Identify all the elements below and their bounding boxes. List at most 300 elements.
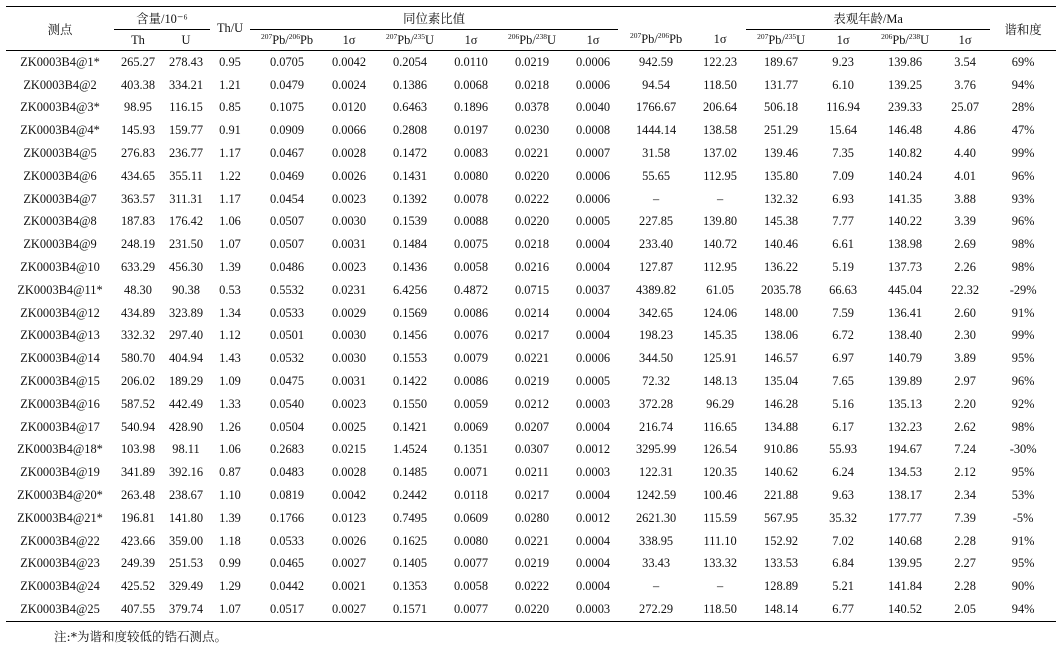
cell-age-206-238: 139.89	[888, 374, 923, 389]
table-row	[6, 416, 1056, 439]
cell-thu: 0.95	[219, 54, 241, 69]
cell-age-207-206-sigma: 138.58	[703, 123, 738, 138]
cell-age-207-206-sigma: 112.95	[703, 260, 737, 275]
cell-ratio-206-238: 0.0230	[514, 123, 550, 138]
cell-age-207-206: 272.29	[618, 598, 694, 621]
header-content: 含量/10⁻⁶	[114, 7, 210, 30]
cell-ratio-207-235: 0.1353	[392, 579, 428, 594]
cell-age-206-238: 194.67	[888, 442, 923, 457]
cell-ratio-207-206: 0.0507	[269, 214, 305, 229]
cell-thu: 1.39	[219, 510, 241, 525]
cell-age-206-238: 445.04	[888, 282, 923, 297]
header-sigma: 1σ	[324, 30, 374, 51]
header-sigma: 1σ	[568, 30, 618, 51]
cell-u: 392.16	[168, 465, 204, 480]
cell-th: 263.48	[120, 488, 156, 503]
cell-ratio-206-238: 0.0220	[514, 168, 550, 183]
cell-ratio-207-235-sigma: 0.0058	[453, 260, 489, 275]
cell-spot: ZK0003B4@12	[20, 305, 100, 320]
ratio-element: Pb/	[272, 32, 289, 47]
cell-concordance: 94%	[1011, 77, 1035, 92]
cell-age-207-206-sigma: 96.29	[706, 396, 735, 411]
cell-ratio-207-206: 0.0454	[269, 191, 305, 206]
table-row	[6, 393, 1056, 416]
cell-age-206-238: 138.40	[888, 328, 923, 343]
table-row	[6, 165, 1056, 188]
cell-age-207-235-sigma: 15.64	[829, 123, 858, 138]
cell-ratio-207-235-sigma: 0.0083	[453, 146, 489, 161]
cell-u: 329.49	[168, 579, 204, 594]
cell-u: 297.40	[168, 328, 204, 343]
cell-age-207-235-sigma: 6.10	[832, 77, 854, 92]
cell-concordance: 99%	[1011, 146, 1035, 161]
cell-ratio-207-206: 0.0442	[269, 579, 305, 594]
cell-ratio-207-235-sigma: 0.0118	[454, 488, 488, 503]
table-row	[6, 325, 1056, 348]
cell-age-206-238-sigma: 7.39	[954, 510, 976, 525]
cell-ratio-207-235: 0.1431	[392, 168, 428, 183]
cell-concordance: 96%	[1011, 168, 1035, 183]
cell-ratio-207-235-sigma: 0.1896	[453, 100, 489, 115]
header-sigma: 1σ	[816, 30, 870, 51]
cell-u: 238.67	[168, 488, 204, 503]
cell-ratio-207-206-sigma: 0.0042	[331, 488, 367, 503]
cell-age-206-238: 141.35	[888, 191, 923, 206]
cell-ratio-206-238: 0.0217	[514, 328, 550, 343]
cell-age-207-206: 372.28	[639, 396, 674, 411]
cell-age-207-235-sigma: 66.63	[829, 282, 858, 297]
cell-age-207-235: 135.80	[764, 168, 799, 183]
cell-th: 145.93	[120, 123, 156, 138]
cell-ratio-207-206: 0.2683	[269, 442, 305, 457]
cell-ratio-206-238: 0.0219	[514, 374, 550, 389]
cell-age-207-235-sigma: 6.93	[832, 191, 854, 206]
cell-ratio-207-235: 0.1405	[392, 556, 428, 571]
cell-age-206-238-sigma: 2.97	[954, 374, 976, 389]
cell-ratio-207-206: 0.1766	[269, 510, 305, 525]
cell-ratio-206-238-sigma: 0.0008	[576, 123, 611, 138]
cell-age-207-235-sigma: 7.35	[832, 146, 854, 161]
header-ratio-207-235	[374, 30, 446, 51]
cell-th: 633.29	[120, 260, 156, 275]
cell-ratio-207-206: 0.0469	[269, 168, 305, 183]
cell-age-207-235-sigma: 6.24	[832, 465, 854, 480]
cell-ratio-206-238: 0.0217	[514, 488, 550, 503]
cell-age-207-235-sigma: 7.59	[832, 305, 854, 320]
cell-ratio-207-206-sigma: 0.0123	[331, 510, 367, 525]
cell-concordance: 69%	[1011, 54, 1035, 69]
sup-mass: 235	[784, 31, 797, 41]
header-u: U	[162, 30, 210, 51]
header-th: Th	[114, 30, 162, 51]
cell-ratio-207-206-sigma: 0.0021	[331, 579, 367, 594]
cell-concordance: 95%	[1011, 556, 1035, 571]
cell-age-207-206: 942.59	[639, 54, 674, 69]
table-row	[6, 119, 1056, 142]
cell-ratio-207-235: 0.1472	[392, 146, 428, 161]
cell-thu: 1.18	[219, 533, 241, 548]
cell-ratio-206-238-sigma: 0.0004	[576, 260, 611, 275]
cell-ratio-207-206: 0.0540	[269, 396, 305, 411]
cell-ratio-207-235-sigma: 0.0080	[453, 168, 489, 183]
cell-age-206-238: 138.98	[888, 237, 923, 252]
cell-u: 404.94	[168, 351, 204, 366]
cell-ratio-207-206-sigma: 0.0026	[331, 168, 367, 183]
cell-age-207-206: 344.50	[639, 351, 674, 366]
cell-ratio-207-206: 0.0465	[269, 556, 305, 571]
cell-age-206-238-sigma: 2.20	[954, 396, 976, 411]
cell-age-206-238: 177.77	[888, 510, 923, 525]
cell-ratio-207-206-sigma: 0.0026	[331, 533, 367, 548]
cell-ratio-206-238: 0.0211	[515, 465, 549, 480]
cell-u: 251.53	[168, 556, 204, 571]
sup-mass: 207	[386, 31, 398, 41]
table-row	[6, 575, 1056, 598]
cell-ratio-207-235: 0.1571	[374, 598, 446, 621]
cell-ratio-207-235-sigma: 0.1351	[453, 442, 489, 457]
cell-age-207-235: 146.57	[764, 351, 799, 366]
table-row	[6, 51, 1056, 74]
sup-mass: 207	[260, 31, 273, 41]
cell-ratio-207-235: 0.1421	[392, 419, 428, 434]
cell-ratio-206-238: 0.0212	[514, 396, 550, 411]
cell-ratio-207-206: 0.0532	[269, 351, 305, 366]
cell-ratio-207-206-sigma: 0.0028	[331, 465, 367, 480]
cell-ratio-207-235-sigma: 0.0077	[453, 556, 489, 571]
header-age-207-235	[746, 30, 816, 51]
sup-mass: 206	[657, 31, 670, 41]
header-ratio-206-238	[496, 30, 568, 51]
cell-thu: 1.07	[219, 237, 241, 252]
cell-thu: 1.17	[219, 191, 241, 206]
cell-ratio-207-235: 0.1485	[392, 465, 428, 480]
cell-ratio-207-235: 0.1553	[392, 351, 428, 366]
cell-age-206-238-sigma: 2.28	[954, 533, 976, 548]
cell-age-207-235: 140.62	[764, 465, 799, 480]
cell-concordance: 98%	[1011, 419, 1035, 434]
cell-ratio-207-206-sigma: 0.0120	[331, 100, 367, 115]
cell-spot: ZK0003B4@19	[20, 465, 100, 480]
cell-ratio-207-206-sigma: 0.0029	[331, 305, 367, 320]
cell-ratio-206-238-sigma: 0.0012	[576, 442, 611, 457]
cell-age-207-206: 55.65	[642, 168, 671, 183]
cell-age-207-206: 227.85	[639, 214, 674, 229]
cell-th: 434.89	[120, 305, 156, 320]
cell-age-207-235: 139.46	[764, 146, 799, 161]
cell-th: 540.94	[120, 419, 156, 434]
cell-u: 236.77	[168, 146, 204, 161]
ratio-element: Pb	[299, 32, 314, 47]
cell-th: 98.95	[124, 100, 152, 115]
sup-mass: 206	[508, 31, 520, 41]
cell-age-207-206-sigma: 122.23	[703, 54, 738, 69]
cell-thu: 1.43	[219, 351, 241, 366]
table-row	[6, 256, 1056, 279]
cell-ratio-207-206: 0.0504	[269, 419, 305, 434]
cell-age-207-206: 33.43	[642, 556, 671, 571]
cell-age-207-206: –	[652, 191, 660, 206]
cell-age-207-235-sigma: 35.32	[829, 510, 858, 525]
ratio-element: U	[796, 32, 806, 47]
cell-concordance: 93%	[1011, 191, 1035, 206]
cell-ratio-206-238: 0.0221	[514, 351, 550, 366]
cell-age-207-235: 148.14	[746, 598, 816, 621]
table-row	[6, 347, 1056, 370]
cell-ratio-206-238: 0.0280	[514, 510, 550, 525]
cell-ratio-207-206: 0.0819	[269, 488, 305, 503]
cell-u: 98.11	[172, 442, 200, 457]
cell-ratio-207-206-sigma: 0.0215	[331, 442, 367, 457]
cell-ratio-207-235: 0.1392	[392, 191, 428, 206]
cell-concordance: -29%	[1009, 282, 1037, 297]
cell-ratio-207-206-sigma: 0.0066	[331, 123, 367, 138]
cell-th: 48.30	[124, 282, 152, 297]
cell-age-207-206-sigma: 126.54	[703, 442, 738, 457]
cell-ratio-207-235: 0.7495	[392, 510, 428, 525]
cell-age-207-235: 134.88	[764, 419, 799, 434]
cell-age-207-206-sigma: 140.72	[703, 237, 738, 252]
cell-ratio-206-238: 0.0218	[514, 77, 550, 92]
cell-age-206-238-sigma: 2.27	[954, 556, 976, 571]
cell-spot: ZK0003B4@22	[20, 533, 100, 548]
cell-age-207-206-sigma: 139.80	[703, 214, 738, 229]
cell-age-207-206-sigma: 118.50	[694, 598, 746, 621]
cell-age-206-238-sigma: 25.07	[951, 100, 980, 115]
cell-spot: ZK0003B4@1*	[20, 54, 100, 69]
cell-concordance: 96%	[1011, 214, 1035, 229]
cell-age-207-235-sigma: 5.19	[832, 260, 854, 275]
cell-age-206-238: 140.68	[888, 533, 923, 548]
cell-age-206-238-sigma: 2.69	[954, 237, 976, 252]
cell-age-206-238: 138.17	[888, 488, 923, 503]
cell-ratio-206-238-sigma: 0.0006	[576, 191, 611, 206]
header-sigma: 1σ	[940, 30, 990, 51]
cell-age-206-238: 135.13	[888, 396, 923, 411]
cell-th: 363.57	[120, 191, 156, 206]
cell-ratio-207-206: 0.0705	[269, 54, 305, 69]
cell-spot: ZK0003B4@7	[23, 191, 97, 206]
cell-age-207-235-sigma: 6.84	[832, 556, 854, 571]
cell-age-207-235: 251.29	[764, 123, 799, 138]
cell-ratio-207-206-sigma: 0.0025	[331, 419, 367, 434]
cell-age-207-235: 148.00	[764, 305, 799, 320]
cell-ratio-207-235: 0.2442	[392, 488, 428, 503]
cell-age-206-238-sigma: 2.62	[954, 419, 976, 434]
cell-ratio-207-235-sigma: 0.0086	[453, 305, 489, 320]
cell-ratio-206-238: 0.0222	[514, 579, 550, 594]
cell-ratio-207-235-sigma: 0.0110	[454, 54, 488, 69]
cell-ratio-207-235-sigma: 0.0068	[453, 77, 489, 92]
cell-spot: ZK0003B4@17	[20, 419, 100, 434]
cell-ratio-206-238: 0.0214	[514, 305, 550, 320]
cell-ratio-207-206-sigma: 0.0231	[331, 282, 367, 297]
cell-ratio-207-206-sigma: 0.0023	[331, 260, 367, 275]
cell-spot: ZK0003B4@16	[20, 396, 100, 411]
cell-ratio-207-235: 0.1484	[392, 237, 428, 252]
cell-ratio-207-235-sigma: 0.0075	[453, 237, 489, 252]
cell-ratio-207-235-sigma: 0.4872	[453, 282, 489, 297]
cell-ratio-207-206: 0.0501	[269, 328, 305, 343]
cell-ratio-207-235: 0.1436	[392, 260, 428, 275]
cell-age-206-238-sigma: 3.54	[954, 54, 976, 69]
cell-age-206-238-sigma: 4.40	[954, 146, 976, 161]
cell-th: 248.19	[120, 237, 156, 252]
cell-concordance: 95%	[1011, 465, 1035, 480]
cell-u: 231.50	[168, 237, 204, 252]
cell-ratio-206-238-sigma: 0.0004	[576, 556, 611, 571]
zircon-u-pb-table	[6, 6, 1056, 622]
cell-age-207-206: 127.87	[639, 260, 674, 275]
cell-ratio-207-206: 0.0507	[269, 237, 305, 252]
cell-ratio-207-206: 0.0533	[269, 305, 305, 320]
cell-thu: 1.34	[219, 305, 241, 320]
cell-ratio-207-206-sigma: 0.0030	[331, 328, 367, 343]
cell-u: 311.31	[169, 191, 203, 206]
cell-ratio-206-238-sigma: 0.0006	[576, 351, 611, 366]
cell-ratio-207-235-sigma: 0.0078	[453, 191, 489, 206]
cell-ratio-206-238: 0.0221	[514, 146, 550, 161]
cell-concordance: 47%	[1011, 123, 1035, 138]
cell-spot: ZK0003B4@5	[23, 146, 97, 161]
table-row	[6, 74, 1056, 97]
sup-mass: 238	[908, 31, 921, 41]
cell-age-206-238: 140.79	[888, 351, 923, 366]
cell-ratio-207-235: 0.2054	[392, 54, 428, 69]
cell-age-207-235: 567.95	[764, 510, 799, 525]
table-row	[6, 302, 1056, 325]
ratio-element: U	[425, 32, 434, 47]
cell-spot: ZK0003B4@6	[23, 168, 97, 183]
cell-th: 423.66	[120, 533, 156, 548]
cell-age-206-238-sigma: 3.39	[954, 214, 976, 229]
cell-age-207-206: –	[652, 579, 660, 594]
table-row	[6, 484, 1056, 507]
cell-age-207-206-sigma: 116.65	[703, 419, 737, 434]
cell-u: 359.00	[168, 533, 204, 548]
cell-ratio-206-238-sigma: 0.0005	[576, 214, 611, 229]
cell-age-206-238-sigma: 2.34	[954, 488, 976, 503]
cell-age-207-235: 128.89	[764, 579, 799, 594]
cell-u: 116.15	[169, 100, 203, 115]
cell-age-206-238-sigma: 2.60	[954, 305, 976, 320]
cell-age-207-206-sigma: 133.32	[703, 556, 738, 571]
cell-age-207-206: 94.54	[642, 77, 671, 92]
cell-age-206-238-sigma: 7.24	[954, 442, 976, 457]
cell-thu: 1.29	[219, 579, 241, 594]
cell-age-206-238-sigma: 2.30	[954, 328, 976, 343]
cell-ratio-206-238-sigma: 0.0004	[576, 579, 611, 594]
cell-u: 159.77	[168, 123, 204, 138]
cell-ratio-207-235-sigma: 0.0197	[453, 123, 489, 138]
cell-u: 334.21	[168, 77, 204, 92]
cell-th: 265.27	[120, 54, 156, 69]
cell-ratio-207-235: 0.2808	[392, 123, 428, 138]
cell-ratio-206-238-sigma: 0.0007	[576, 146, 611, 161]
cell-spot: ZK0003B4@4*	[20, 123, 100, 138]
cell-spot: ZK0003B4@18*	[17, 442, 103, 457]
cell-th: 434.65	[120, 168, 156, 183]
table-header	[6, 7, 1056, 51]
cell-age-207-235-sigma: 7.02	[832, 533, 854, 548]
sup-mass: 238	[535, 31, 548, 41]
cell-age-207-206: 122.31	[639, 465, 674, 480]
cell-ratio-207-206-sigma: 0.0031	[331, 374, 367, 389]
cell-thu: 1.10	[219, 488, 241, 503]
cell-concordance: 53%	[1011, 488, 1035, 503]
cell-ratio-206-238: 0.0222	[514, 191, 550, 206]
cell-age-207-235-sigma: 9.63	[832, 488, 854, 503]
cell-age-207-235-sigma: 5.16	[832, 396, 854, 411]
cell-age-207-206-sigma: 125.91	[703, 351, 738, 366]
cell-age-207-235: 152.92	[764, 533, 799, 548]
cell-ratio-207-206: 0.0517	[250, 598, 324, 621]
cell-thu: 0.87	[219, 465, 241, 480]
cell-spot: ZK0003B4@8	[23, 214, 97, 229]
cell-thu: 1.12	[219, 328, 241, 343]
cell-ratio-207-206: 0.0467	[269, 146, 305, 161]
table-body	[6, 51, 1056, 622]
cell-age-206-238: 140.52	[870, 598, 940, 621]
header-isotope-ratio: 同位素比值	[250, 7, 618, 30]
cell-age-207-206: 342.65	[639, 305, 674, 320]
cell-age-207-206: 1444.14	[635, 123, 677, 138]
table-footnote: 注:*为谐和度较低的锆石测点。	[54, 628, 227, 644]
ratio-element: Pb/	[641, 32, 658, 47]
cell-ratio-207-206: 0.0479	[269, 77, 305, 92]
cell-ratio-207-235-sigma: 0.0079	[453, 351, 489, 366]
cell-age-207-206-sigma: 118.50	[703, 77, 737, 92]
data-table-container	[6, 0, 1056, 645]
cell-ratio-207-235-sigma: 0.0609	[453, 510, 489, 525]
cell-ratio-206-238-sigma: 0.0004	[576, 237, 611, 252]
cell-ratio-206-238: 0.0307	[514, 442, 550, 457]
cell-ratio-207-206: 0.0533	[269, 533, 305, 548]
ratio-element: U	[547, 32, 556, 47]
header-sigma: 1σ	[446, 30, 496, 51]
cell-age-206-238: 141.84	[888, 579, 923, 594]
header-thu: Th/U	[210, 7, 250, 51]
cell-age-206-238: 139.86	[888, 54, 923, 69]
cell-spot: ZK0003B4@11*	[17, 282, 103, 297]
cell-age-207-235-sigma: 5.21	[832, 579, 854, 594]
cell-ratio-206-238-sigma: 0.0012	[576, 510, 611, 525]
cell-thu: 1.39	[219, 260, 241, 275]
cell-ratio-207-235: 0.1422	[392, 374, 428, 389]
cell-ratio-207-206-sigma: 0.0023	[331, 191, 367, 206]
table-row	[6, 370, 1056, 393]
cell-age-207-235-sigma: 7.09	[832, 168, 854, 183]
cell-age-207-206-sigma: 145.35	[703, 328, 738, 343]
ratio-element: Pb	[669, 32, 683, 47]
cell-concordance: 90%	[1011, 579, 1035, 594]
cell-ratio-206-238-sigma: 0.0037	[576, 282, 611, 297]
cell-age-207-206-sigma: –	[716, 191, 724, 206]
cell-ratio-206-238-sigma: 0.0005	[576, 374, 611, 389]
cell-u: 442.49	[168, 396, 204, 411]
cell-age-207-235: 138.06	[764, 328, 799, 343]
cell-thu: 1.09	[219, 374, 241, 389]
cell-ratio-207-235-sigma: 0.0058	[453, 579, 489, 594]
cell-concordance: 28%	[1011, 100, 1035, 115]
cell-ratio-207-235: 0.1625	[392, 533, 428, 548]
cell-age-207-206-sigma: 124.06	[703, 305, 738, 320]
cell-ratio-207-235-sigma: 0.0059	[453, 396, 489, 411]
cell-ratio-207-206-sigma: 0.0030	[331, 214, 367, 229]
cell-ratio-207-206: 0.0909	[269, 123, 305, 138]
cell-age-207-235: 189.67	[764, 54, 799, 69]
table-row	[6, 142, 1056, 165]
cell-age-207-235: 910.86	[764, 442, 799, 457]
